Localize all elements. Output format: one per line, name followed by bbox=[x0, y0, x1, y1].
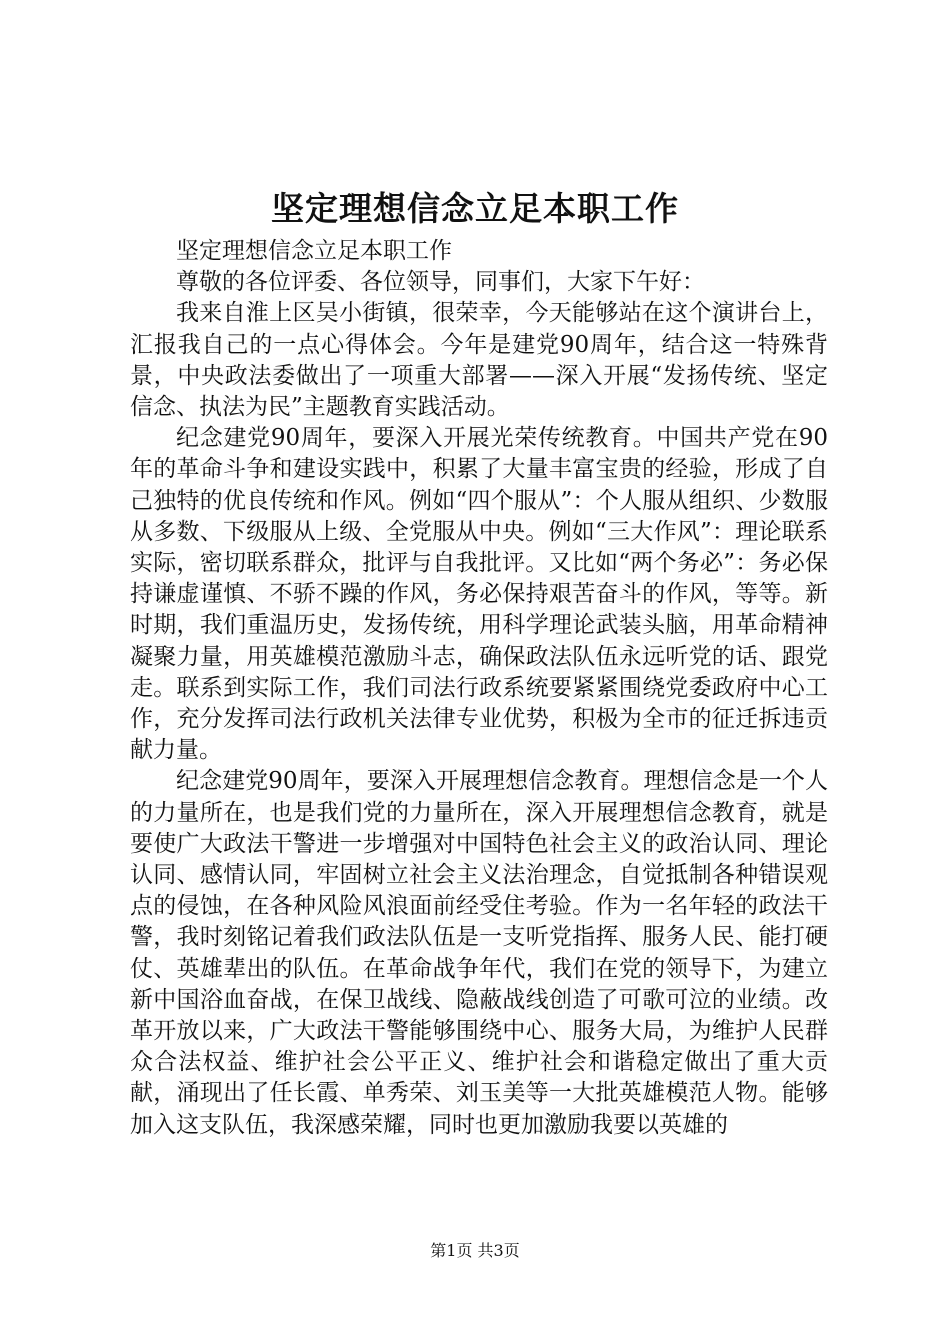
page-number-footer: 第1页 共3页 bbox=[430, 1241, 520, 1260]
paragraph-intro: 我来自淮上区吴小街镇，很荣幸，今天能够站在这个演讲台上，汇报我自己的一点心得体会。今年是建党90周年，结合这一特殊背景，中央政法委做出了一项重大部署——深入开展“发扬传统、坚定信念、执法为民”主题教育实践活动。 bbox=[130, 300, 828, 421]
document-body bbox=[130, 236, 828, 1141]
paragraph-subtitle: 坚定理想信念立足本职工作 bbox=[176, 238, 452, 264]
paragraph-tradition-education: 纪念建党90周年，要深入开展光荣传统教育。中国共产党在90年的革命斗争和建设实践中，积累了大量丰富宝贵的经验，形成了自己独特的优良传统和作风。例如“四个服从”：个人服从组织、少数服从多数、下级服从上级、全党服从中央。例如“三大作风”：理论联系实际，密切联系群众，批评与自我批评。又比如“两个务必”：务必保持谦虚谨慎、不骄不躁的作风，务必保持艰苦奋斗的作风，等等。新时期，我们重温历史，发扬传统，用科学理论武装头脑，用革命精神凝聚力量，用英雄模范激励斗志，确保政法队伍永远听党的话、跟党走。联系到实际工作，我们司法行政系统要紧紧围绕党委政府中心工作，充分发挥司法行政机关法律专业优势，积极为全市的征迁拆违贡献力量。 bbox=[130, 425, 828, 764]
paragraph-ideals-education: 纪念建党90周年，要深入开展理想信念教育。理想信念是一个人的力量所在，也是我们党的力量所在，深入开展理想信念教育，就是要使广大政法干警进一步增强对中国特色社会主义的政治认同、理论认同、感情认同，牢固树立社会主义法治理念，自觉抵制各种错误观点的侵蚀，在各种风险风浪面前经受住考验。作为一名年轻的政法干警，我时刻铭记着我们政法队伍是一支听党指挥、服务人民、能打硬仗、英雄辈出的队伍。在革命战争年代，我们在党的领导下，为建立新中国浴血奋战，在保卫战线、隐蔽战线创造了可歌可泣的业绩。改革开放以来，广大政法干警能够围绕中心、服务大局，为维护人民群众合法权益、维护社会公平正义、维护社会和谐稳定做出了重大贡献，涌现出了任长霞、单秀荣、刘玉美等一大批英雄模范人物。能够加入这支队伍，我深感荣耀，同时也更加激励我要以英雄的 bbox=[130, 768, 828, 1138]
paragraph-greeting: 尊敬的各位评委、各位领导，同事们，大家下午好： bbox=[176, 269, 705, 296]
document-title: 坚定理想信念立足本职工作 bbox=[271, 189, 679, 228]
